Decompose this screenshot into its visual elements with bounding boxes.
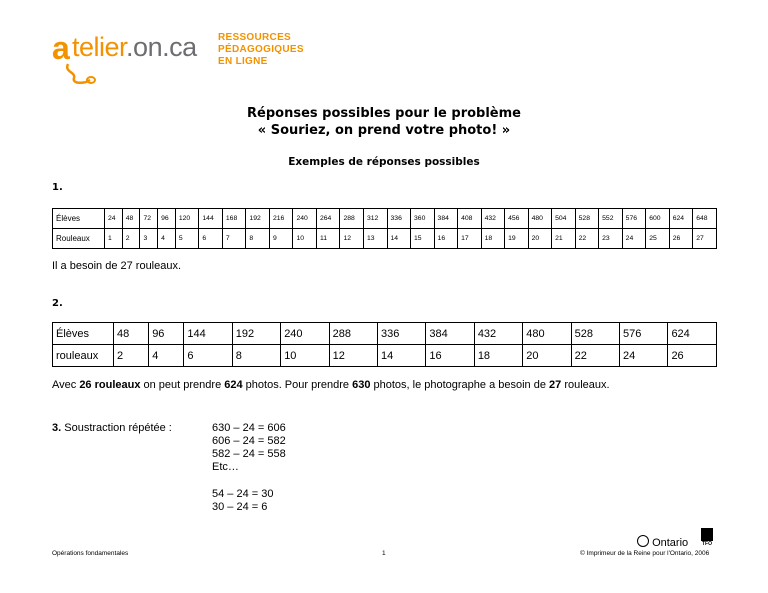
table-cell: 288 <box>340 209 364 229</box>
table-cell: 552 <box>599 209 623 229</box>
table-cell: 264 <box>316 209 340 229</box>
table-section-2 <box>52 322 717 367</box>
table-row <box>53 323 717 345</box>
table-cell: 27 <box>693 229 717 249</box>
atelier-logo[interactable] <box>52 26 304 86</box>
table-cell: 18 <box>474 345 522 367</box>
table-cell: 240 <box>281 323 329 345</box>
section-1-conclusion: Il a besoin de 27 rouleaux. <box>52 260 182 272</box>
table-cell: 192 <box>246 209 270 229</box>
table-row <box>53 209 717 229</box>
table-cell: 120 <box>175 209 199 229</box>
section-2-conclusion: Avec 26 rouleaux on peut prendre 624 photos. Pour prendre 630 photos, le photographe a besoin de 27 rouleaux. <box>52 379 610 391</box>
table-cell: 144 <box>184 323 232 345</box>
table-cell: 432 <box>474 323 522 345</box>
table-cell: 6 <box>199 229 223 249</box>
table-cell: 528 <box>575 209 599 229</box>
table-cell: 16 <box>434 229 458 249</box>
table-row <box>53 345 717 367</box>
table-cell: 528 <box>571 323 619 345</box>
page-title-line1: Réponses possibles pour le problème <box>247 106 521 121</box>
row-header: Rouleaux <box>53 229 105 249</box>
table-cell: 23 <box>599 229 623 249</box>
table-row <box>53 229 717 249</box>
table-cell: 12 <box>329 345 377 367</box>
table-cell: 384 <box>426 323 474 345</box>
table-cell: 432 <box>481 209 505 229</box>
table-cell: 10 <box>293 229 317 249</box>
table-cell: 408 <box>458 209 482 229</box>
table-cell: 22 <box>571 345 619 367</box>
table-cell: 576 <box>622 209 646 229</box>
page-subtitle: Exemples de réponses possibles <box>288 156 480 168</box>
row-header: Élèves <box>53 209 105 229</box>
table-cell: 26 <box>668 345 717 367</box>
table-cell: 624 <box>668 323 717 345</box>
table-cell: 9 <box>269 229 293 249</box>
logo-wordmark: telier.on.ca <box>72 32 197 62</box>
table-cell: 4 <box>149 345 184 367</box>
footer-copyright: © Imprimeur de la Reine pour l'Ontario, 2006 <box>580 550 710 557</box>
table-cell: 240 <box>293 209 317 229</box>
section-1-heading: 1. <box>52 182 63 193</box>
footer-left: Opérations fondamentales <box>52 550 129 557</box>
table-cell: 48 <box>114 323 149 345</box>
page-title-line2: « Souriez, on prend votre photo! » <box>257 123 511 138</box>
row-header: Élèves <box>53 323 114 345</box>
table-cell: 26 <box>669 229 693 249</box>
table-cell: 192 <box>232 323 280 345</box>
table-cell: 2 <box>122 229 140 249</box>
table-cell: 648 <box>693 209 717 229</box>
table-cell: 600 <box>646 209 670 229</box>
table-cell: 25 <box>646 229 670 249</box>
table-cell: 336 <box>378 323 426 345</box>
table-cell: 14 <box>387 229 411 249</box>
logo-letter-a: a <box>52 30 70 66</box>
table-cell: 216 <box>269 209 293 229</box>
table-cell: 72 <box>140 209 158 229</box>
table-cell: 480 <box>528 209 552 229</box>
table-cell: 24 <box>620 345 668 367</box>
table-cell: 336 <box>387 209 411 229</box>
table-cell: 24 <box>622 229 646 249</box>
table-cell: 8 <box>232 345 280 367</box>
table-cell: 18 <box>481 229 505 249</box>
table-cell: 14 <box>378 345 426 367</box>
table-cell: 48 <box>122 209 140 229</box>
table-cell: 360 <box>411 209 435 229</box>
table-cell: 96 <box>158 209 176 229</box>
section-2-heading: 2. <box>52 298 63 309</box>
table-cell: 12 <box>340 229 364 249</box>
mouse-cable-icon <box>62 62 96 86</box>
section-3-heading: 3. Soustraction répétée : <box>52 422 172 434</box>
logo-tagline: RESSOURCES PÉDAGOGIQUES EN LIGNE <box>218 32 304 67</box>
table-cell: 24 <box>105 209 123 229</box>
table-cell: 17 <box>458 229 482 249</box>
table-cell: 480 <box>523 323 571 345</box>
subtraction-list-a: 630 – 24 = 606 606 – 24 = 582 582 – 24 = 558 Etc… <box>212 422 286 473</box>
table-cell: 19 <box>505 229 529 249</box>
ontario-logo: Ontario <box>637 535 688 549</box>
table-cell: 2 <box>114 345 149 367</box>
page-number: 1 <box>382 550 386 557</box>
table-cell: 8 <box>246 229 270 249</box>
trillium-icon <box>637 535 649 547</box>
table-cell: 22 <box>575 229 599 249</box>
table-cell: 7 <box>222 229 246 249</box>
table-cell: 3 <box>140 229 158 249</box>
tfo-mark-icon <box>701 528 713 541</box>
subtraction-list-b: 54 – 24 = 30 30 – 24 = 6 <box>212 488 274 513</box>
table-cell: 1 <box>105 229 123 249</box>
table-cell: 168 <box>222 209 246 229</box>
table-cell: 456 <box>505 209 529 229</box>
row-header: rouleaux <box>53 345 114 367</box>
table-cell: 15 <box>411 229 435 249</box>
table-cell: 576 <box>620 323 668 345</box>
table-section-1 <box>52 208 717 249</box>
table-cell: 5 <box>175 229 199 249</box>
table-cell: 96 <box>149 323 184 345</box>
table-cell: 10 <box>281 345 329 367</box>
table-cell: 504 <box>552 209 576 229</box>
table-cell: 6 <box>184 345 232 367</box>
table-cell: 11 <box>316 229 340 249</box>
table-cell: 16 <box>426 345 474 367</box>
table-cell: 624 <box>669 209 693 229</box>
table-cell: 13 <box>364 229 388 249</box>
table-cell: 144 <box>199 209 223 229</box>
table-cell: 288 <box>329 323 377 345</box>
table-cell: 312 <box>364 209 388 229</box>
table-cell: 20 <box>528 229 552 249</box>
table-cell: 4 <box>158 229 176 249</box>
table-cell: 20 <box>523 345 571 367</box>
table-cell: 21 <box>552 229 576 249</box>
table-cell: 384 <box>434 209 458 229</box>
tfo-logo: TFO <box>700 528 714 547</box>
